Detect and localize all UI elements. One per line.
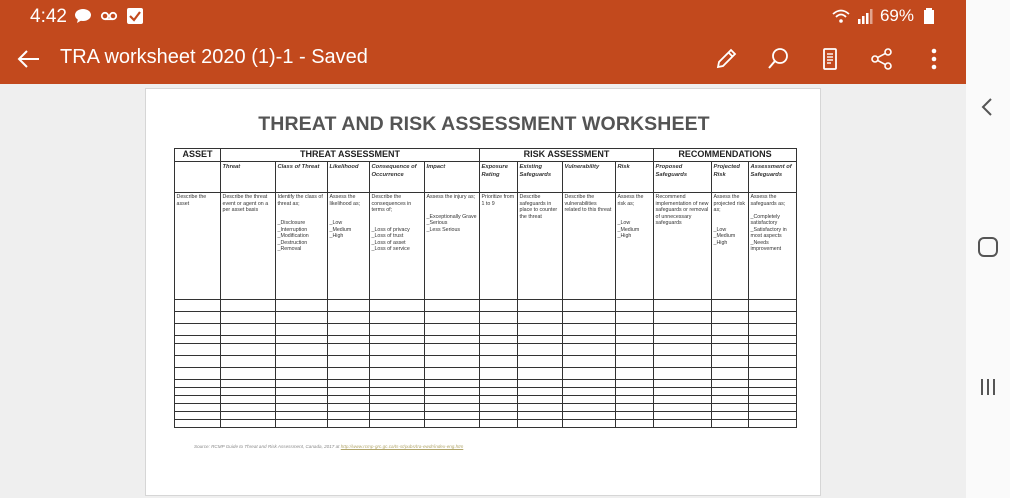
desc-assessment-of-safeguards: Assess the safeguards as; _Completely satisfactory _Satisfactory in most aspects _Needs improvement (749, 193, 797, 300)
empty-cell[interactable] (480, 344, 518, 356)
empty-cell[interactable] (563, 368, 616, 380)
empty-cell[interactable] (370, 368, 425, 380)
empty-row[interactable] (175, 420, 797, 428)
battery-percent: 69% (879, 6, 914, 25)
empty-cell[interactable] (518, 368, 563, 380)
empty-cell[interactable] (749, 420, 797, 428)
column-projected-risk: Projected Risk (712, 162, 749, 193)
column-exposure-rating: Exposure Rating (480, 162, 518, 193)
empty-cell[interactable] (175, 396, 221, 404)
source-text: Source: RCMP Guide to Threat and Risk Assessment, Canada, 2017 at (194, 444, 340, 449)
empty-cell[interactable] (328, 336, 370, 344)
group-asset: ASSET (175, 149, 221, 162)
empty-cell[interactable] (425, 388, 480, 396)
empty-cell[interactable] (654, 312, 712, 324)
empty-cell[interactable] (563, 312, 616, 324)
empty-cell[interactable] (654, 412, 712, 420)
column-risk: Risk (616, 162, 654, 193)
recents-icon (977, 376, 999, 398)
empty-cell[interactable] (425, 356, 480, 368)
empty-cell[interactable] (654, 368, 712, 380)
empty-cell[interactable] (328, 368, 370, 380)
empty-cell[interactable] (328, 388, 370, 396)
empty-cell[interactable] (712, 324, 749, 336)
empty-cell[interactable] (563, 324, 616, 336)
search-icon (765, 46, 791, 72)
system-icons (832, 6, 938, 26)
empty-cell[interactable] (175, 404, 221, 412)
desc-class-of-threat: Identify the class of threat as; _Disclosure _Interruption _Modification _Destruction _Removal (276, 193, 328, 300)
empty-cell[interactable] (616, 412, 654, 420)
empty-cell[interactable] (425, 336, 480, 344)
empty-cell[interactable] (749, 404, 797, 412)
empty-cell[interactable] (276, 324, 328, 336)
empty-cell[interactable] (221, 368, 276, 380)
empty-cell[interactable] (518, 312, 563, 324)
empty-cell[interactable] (712, 396, 749, 404)
column-class-of-threat: Class of Threat (276, 162, 328, 193)
worksheet-title: THREAT AND RISK ASSESSMENT WORKSHEET (258, 113, 710, 135)
empty-cell[interactable] (654, 356, 712, 368)
empty-cell[interactable] (425, 344, 480, 356)
empty-cell[interactable] (370, 344, 425, 356)
empty-cell[interactable] (328, 412, 370, 420)
empty-cell[interactable] (370, 300, 425, 312)
status-bar (0, 0, 966, 34)
desc-consequence: Describe the consequences in terms of; _Loss of privacy _Loss of trust _Loss of asset _Loss of service (370, 193, 425, 300)
empty-cell[interactable] (328, 324, 370, 336)
share-button[interactable] (866, 43, 898, 75)
empty-cell[interactable] (276, 396, 328, 404)
empty-cell[interactable] (518, 396, 563, 404)
empty-cell[interactable] (712, 404, 749, 412)
empty-cell[interactable] (480, 412, 518, 420)
empty-cell[interactable] (480, 300, 518, 312)
empty-row[interactable] (175, 356, 797, 368)
empty-row[interactable] (175, 324, 797, 336)
empty-cell[interactable] (712, 344, 749, 356)
empty-cell[interactable] (328, 380, 370, 388)
empty-cell[interactable] (175, 380, 221, 388)
empty-cell[interactable] (370, 404, 425, 412)
column-header-row (175, 162, 797, 193)
empty-cell[interactable] (654, 420, 712, 428)
empty-cell[interactable] (221, 312, 276, 324)
desc-existing-safeguards: Describe safeguards in place to counter the threat (518, 193, 563, 300)
empty-cell[interactable] (221, 300, 276, 312)
empty-cell[interactable] (221, 420, 276, 428)
nav-home-button[interactable] (973, 232, 1003, 262)
empty-cell[interactable] (712, 412, 749, 420)
empty-cell[interactable] (563, 404, 616, 412)
app-bar (0, 34, 966, 84)
empty-cell[interactable] (712, 356, 749, 368)
source-link[interactable]: http://www.rcmp-grc.gc.ca/ts-st/pubs/tra-ewdr/index-eng.htm (340, 444, 464, 449)
empty-row[interactable] (175, 344, 797, 356)
empty-cell[interactable] (616, 420, 654, 428)
empty-cell[interactable] (616, 356, 654, 368)
empty-row[interactable] (175, 404, 797, 412)
empty-cell[interactable] (616, 344, 654, 356)
empty-cell[interactable] (175, 356, 221, 368)
empty-cell[interactable] (563, 396, 616, 404)
group-recommendations: RECOMMENDATIONS (654, 149, 797, 162)
empty-cell[interactable] (712, 420, 749, 428)
empty-cell[interactable] (563, 356, 616, 368)
empty-row[interactable] (175, 336, 797, 344)
desc-proposed-safeguards: Recommend implementation of new safeguards or removal of unnecessary safeguards (654, 193, 712, 300)
more-vertical-icon (921, 46, 947, 72)
empty-cell[interactable] (654, 300, 712, 312)
empty-cell[interactable] (480, 396, 518, 404)
search-button[interactable] (762, 43, 794, 75)
empty-cell[interactable] (175, 336, 221, 344)
empty-cell[interactable] (563, 412, 616, 420)
empty-cell[interactable] (749, 356, 797, 368)
empty-cell[interactable] (328, 312, 370, 324)
empty-cell[interactable] (480, 312, 518, 324)
empty-cell[interactable] (480, 324, 518, 336)
empty-cell[interactable] (370, 388, 425, 396)
empty-cell[interactable] (563, 388, 616, 396)
empty-cell[interactable] (518, 344, 563, 356)
empty-cell[interactable] (616, 368, 654, 380)
empty-cell[interactable] (425, 404, 480, 412)
empty-cell[interactable] (480, 388, 518, 396)
empty-cell[interactable] (175, 344, 221, 356)
empty-cell[interactable] (563, 300, 616, 312)
empty-cell[interactable] (749, 312, 797, 324)
pencil-icon (713, 46, 739, 72)
column-vulnerability: Vulnerability (563, 162, 616, 193)
empty-cell[interactable] (480, 380, 518, 388)
desc-asset: Describe the asset (175, 193, 221, 300)
empty-cell[interactable] (276, 412, 328, 420)
empty-cell[interactable] (425, 312, 480, 324)
empty-cell[interactable] (175, 412, 221, 420)
empty-row[interactable] (175, 312, 797, 324)
side-navigation-bar (966, 0, 1010, 498)
signal-icon (856, 7, 874, 25)
empty-cell[interactable] (616, 380, 654, 388)
empty-cell[interactable] (480, 420, 518, 428)
empty-cell[interactable] (370, 356, 425, 368)
voicemail-icon (100, 7, 118, 25)
empty-cell[interactable] (370, 412, 425, 420)
empty-cell[interactable] (749, 300, 797, 312)
empty-cell[interactable] (480, 356, 518, 368)
empty-row[interactable] (175, 412, 797, 420)
status-time: 4:42 (30, 6, 67, 27)
empty-cell[interactable] (221, 344, 276, 356)
empty-cell[interactable] (276, 404, 328, 412)
desc-vulnerability: Describe the vulnerabilities related to this threat (563, 193, 616, 300)
empty-cell[interactable] (518, 420, 563, 428)
empty-cell[interactable] (712, 380, 749, 388)
empty-cell[interactable] (480, 404, 518, 412)
empty-row[interactable] (175, 300, 797, 312)
empty-cell[interactable] (518, 388, 563, 396)
empty-row[interactable] (175, 388, 797, 396)
column-threat: Threat (221, 162, 276, 193)
empty-cell[interactable] (221, 356, 276, 368)
empty-cell[interactable] (328, 420, 370, 428)
nav-recents-button[interactable] (973, 372, 1003, 402)
column-likelihood: Likelihood (328, 162, 370, 193)
group-risk-assessment: RISK ASSESSMENT (480, 149, 654, 162)
reading-view-button[interactable] (814, 43, 846, 75)
empty-cell[interactable] (616, 396, 654, 404)
empty-cell[interactable] (328, 404, 370, 412)
empty-cell[interactable] (654, 324, 712, 336)
empty-cell[interactable] (221, 404, 276, 412)
checkbox-icon (126, 7, 144, 25)
empty-cell[interactable] (276, 336, 328, 344)
empty-cell[interactable] (518, 404, 563, 412)
empty-cell[interactable] (563, 380, 616, 388)
desc-exposure-rating: Prioritize from 1 to 9 (480, 193, 518, 300)
empty-cell[interactable] (175, 388, 221, 396)
empty-cell[interactable] (749, 380, 797, 388)
empty-cell[interactable] (221, 412, 276, 420)
desc-likelihood: Assess the likelihood as; _Low _Medium _High (328, 193, 370, 300)
empty-cell[interactable] (654, 388, 712, 396)
empty-cell[interactable] (276, 420, 328, 428)
empty-cell[interactable] (712, 368, 749, 380)
document-title: TRA worksheet 2020 (1)-1 - Saved (60, 46, 368, 68)
empty-cell[interactable] (370, 396, 425, 404)
more-options-button[interactable] (918, 43, 950, 75)
empty-cell[interactable] (276, 356, 328, 368)
empty-cell[interactable] (749, 396, 797, 404)
empty-cell[interactable] (425, 396, 480, 404)
empty-cell[interactable] (749, 324, 797, 336)
empty-cell[interactable] (425, 300, 480, 312)
empty-cell[interactable] (654, 336, 712, 344)
share-icon (869, 46, 895, 72)
empty-cell[interactable] (276, 388, 328, 396)
empty-cell[interactable] (654, 344, 712, 356)
empty-cell[interactable] (175, 368, 221, 380)
empty-cell[interactable] (616, 324, 654, 336)
column-assessment-of-safeguards: Assessment of Safeguards (749, 162, 797, 193)
empty-cell[interactable] (328, 396, 370, 404)
desc-projected-risk: Assess the projected risk as; _Low _Medium _High (712, 193, 749, 300)
column-consequence: Consequence of Occurrence (370, 162, 425, 193)
empty-row[interactable] (175, 380, 797, 388)
empty-cell[interactable] (276, 300, 328, 312)
empty-cell[interactable] (221, 380, 276, 388)
empty-cell[interactable] (480, 336, 518, 344)
home-square-icon (976, 235, 1000, 259)
empty-cell[interactable] (654, 380, 712, 388)
battery-icon (920, 7, 938, 25)
document-page[interactable] (145, 88, 821, 496)
back-arrow-icon (14, 44, 44, 74)
notification-icons (74, 7, 144, 25)
empty-cell[interactable] (749, 412, 797, 420)
chevron-left-icon (977, 96, 999, 118)
empty-row[interactable] (175, 396, 797, 404)
empty-cell[interactable] (616, 312, 654, 324)
empty-cell[interactable] (276, 312, 328, 324)
empty-cell[interactable] (328, 344, 370, 356)
empty-cell[interactable] (370, 380, 425, 388)
empty-cell[interactable] (749, 368, 797, 380)
nav-back-button[interactable] (973, 92, 1003, 122)
empty-cell[interactable] (654, 404, 712, 412)
empty-cell[interactable] (480, 368, 518, 380)
empty-cell[interactable] (221, 324, 276, 336)
edit-button[interactable] (710, 43, 742, 75)
back-button[interactable] (14, 44, 44, 74)
source-note (194, 444, 463, 449)
empty-cell[interactable] (518, 324, 563, 336)
empty-cell[interactable] (518, 336, 563, 344)
empty-cell[interactable] (175, 300, 221, 312)
empty-cell[interactable] (175, 324, 221, 336)
empty-cell[interactable] (425, 412, 480, 420)
column-impact: Impact (425, 162, 480, 193)
empty-cell[interactable] (370, 336, 425, 344)
empty-cell[interactable] (749, 336, 797, 344)
group-header-row (175, 149, 797, 162)
empty-cell[interactable] (370, 420, 425, 428)
empty-cell[interactable] (749, 388, 797, 396)
chat-bubble-icon (74, 7, 92, 25)
empty-cell[interactable] (276, 368, 328, 380)
worksheet-table[interactable] (174, 148, 797, 428)
empty-cell[interactable] (425, 368, 480, 380)
empty-cell[interactable] (712, 300, 749, 312)
empty-cell[interactable] (425, 324, 480, 336)
desc-impact: Assess the injury as; _Exceptionally Grave _Serious _Less Serious (425, 193, 480, 300)
empty-cell[interactable] (221, 336, 276, 344)
empty-cell[interactable] (518, 356, 563, 368)
empty-cell[interactable] (276, 380, 328, 388)
empty-cell[interactable] (518, 380, 563, 388)
empty-cell[interactable] (175, 312, 221, 324)
empty-cell[interactable] (563, 336, 616, 344)
empty-cell[interactable] (221, 396, 276, 404)
empty-cell[interactable] (425, 380, 480, 388)
empty-cell[interactable] (654, 396, 712, 404)
empty-cell[interactable] (749, 344, 797, 356)
empty-row[interactable] (175, 368, 797, 380)
empty-cell[interactable] (328, 356, 370, 368)
empty-cell[interactable] (712, 336, 749, 344)
empty-cell[interactable] (175, 420, 221, 428)
empty-cell[interactable] (616, 300, 654, 312)
column-existing-safeguards: Existing Safeguards (518, 162, 563, 193)
desc-risk: Assess the risk as; _Low _Medium _High (616, 193, 654, 300)
desc-threat: Describe the threat event or agent on a per asset basis (221, 193, 276, 300)
empty-cell[interactable] (221, 388, 276, 396)
column-asset-blank (175, 162, 221, 193)
empty-cell[interactable] (518, 412, 563, 420)
toolbar (710, 43, 950, 75)
empty-cell[interactable] (616, 336, 654, 344)
blank-rows[interactable] (175, 300, 797, 428)
empty-cell[interactable] (563, 420, 616, 428)
empty-cell[interactable] (425, 420, 480, 428)
empty-cell[interactable] (328, 300, 370, 312)
column-proposed-safeguards: Proposed Safeguards (654, 162, 712, 193)
empty-cell[interactable] (370, 312, 425, 324)
empty-cell[interactable] (616, 404, 654, 412)
mobile-view-icon (817, 46, 843, 72)
wifi-icon (832, 7, 850, 25)
empty-cell[interactable] (563, 344, 616, 356)
empty-cell[interactable] (370, 324, 425, 336)
empty-cell[interactable] (616, 388, 654, 396)
description-row (175, 193, 797, 300)
empty-cell[interactable] (712, 388, 749, 396)
empty-cell[interactable] (518, 300, 563, 312)
empty-cell[interactable] (276, 344, 328, 356)
empty-cell[interactable] (712, 312, 749, 324)
group-threat-assessment: THREAT ASSESSMENT (221, 149, 480, 162)
